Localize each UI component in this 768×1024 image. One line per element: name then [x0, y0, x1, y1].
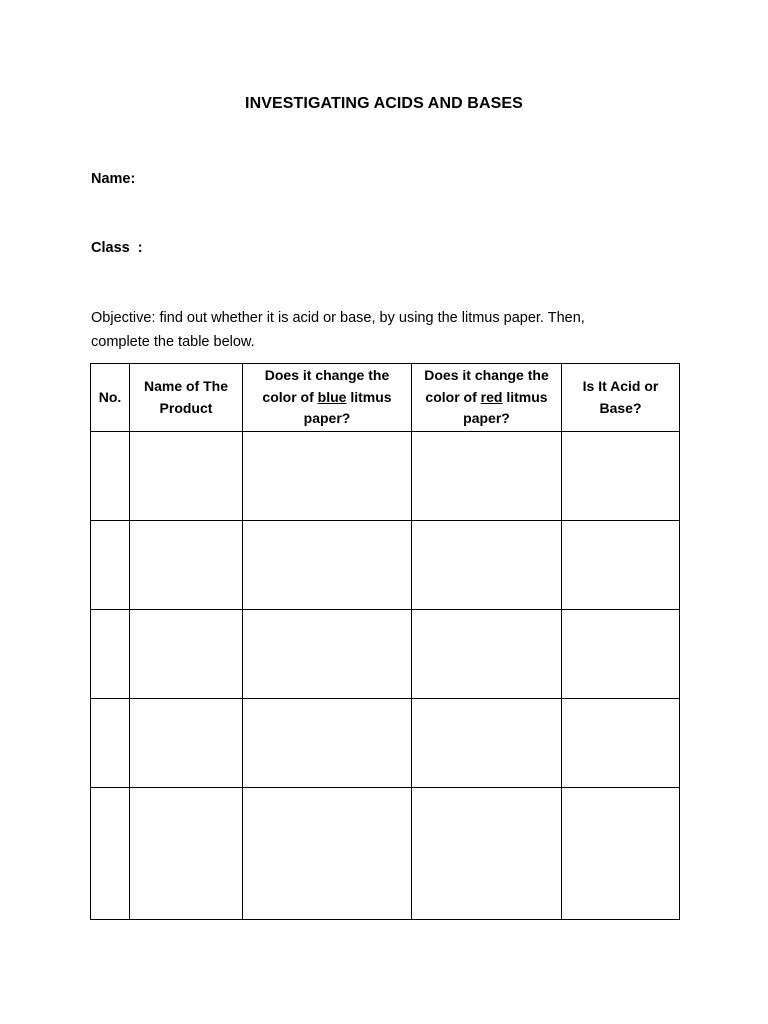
- table-row: [91, 521, 680, 610]
- cell-red-litmus[interactable]: [412, 610, 562, 699]
- table-row: [91, 699, 680, 788]
- header-acid-or-base: Is It Acid or Base?: [562, 364, 680, 432]
- page-title: INVESTIGATING ACIDS AND BASES: [245, 95, 523, 112]
- cell-red-litmus[interactable]: [412, 699, 562, 788]
- cell-blue-litmus[interactable]: [243, 699, 412, 788]
- cell-no[interactable]: [91, 699, 130, 788]
- cell-acid-or-base[interactable]: [562, 788, 680, 920]
- cell-acid-or-base[interactable]: [562, 432, 680, 521]
- cell-no[interactable]: [91, 610, 130, 699]
- cell-acid-or-base[interactable]: [562, 521, 680, 610]
- objective-text: [91, 306, 691, 354]
- results-table: [90, 363, 680, 920]
- cell-product[interactable]: [130, 432, 243, 521]
- cell-no[interactable]: [91, 521, 130, 610]
- cell-red-litmus[interactable]: [412, 432, 562, 521]
- objective-line-1: Objective: find out whether it is acid or base, by using the litmus paper. Then,: [91, 310, 585, 326]
- cell-no[interactable]: [91, 432, 130, 521]
- table-row: [91, 788, 680, 920]
- cell-acid-or-base[interactable]: [562, 699, 680, 788]
- red-word: red: [480, 388, 503, 405]
- header-product-name: Name of The Product: [130, 364, 243, 432]
- header-red-litmus: Does it change the color of red litmus paper?: [412, 364, 562, 432]
- table-row: [91, 432, 680, 521]
- cell-red-litmus[interactable]: [412, 521, 562, 610]
- table-header-row: [91, 364, 680, 432]
- objective-line-2: complete the table below.: [91, 334, 255, 350]
- name-label: Name:: [91, 171, 136, 187]
- cell-red-litmus[interactable]: [412, 788, 562, 920]
- table-row: [91, 610, 680, 699]
- cell-product[interactable]: [130, 610, 243, 699]
- cell-blue-litmus[interactable]: [243, 788, 412, 920]
- header-blue-litmus: Does it change the color of blue litmus paper?: [243, 364, 412, 432]
- header-no: No.: [91, 364, 130, 432]
- cell-blue-litmus[interactable]: [243, 521, 412, 610]
- cell-product[interactable]: [130, 521, 243, 610]
- class-label: Class :: [91, 240, 143, 256]
- cell-blue-litmus[interactable]: [243, 610, 412, 699]
- cell-product[interactable]: [130, 699, 243, 788]
- cell-no[interactable]: [91, 788, 130, 920]
- cell-acid-or-base[interactable]: [562, 610, 680, 699]
- cell-product[interactable]: [130, 788, 243, 920]
- blue-word: blue: [317, 388, 347, 405]
- cell-blue-litmus[interactable]: [243, 432, 412, 521]
